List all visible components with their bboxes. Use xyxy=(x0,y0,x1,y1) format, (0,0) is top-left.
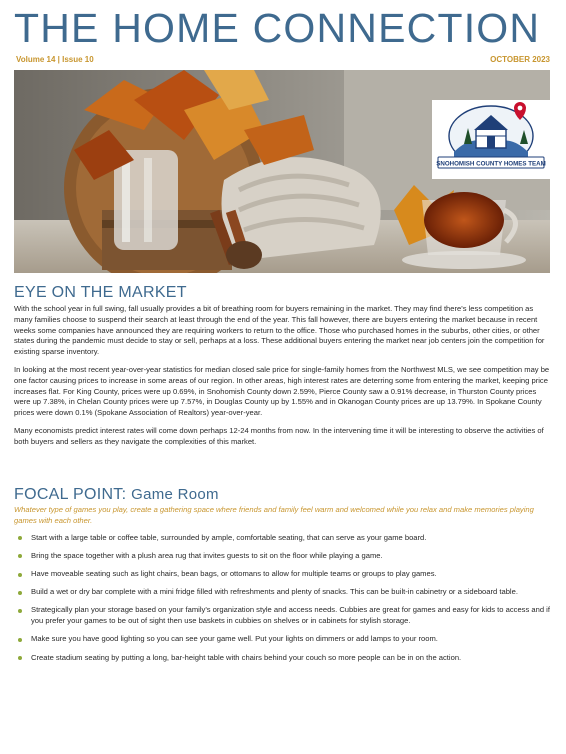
list-item xyxy=(14,587,552,598)
focal-section xyxy=(14,486,552,671)
tip-text: Build a wet or dry bar complete with a mini fridge filled with refreshments and plenty of snacks. This can be built-in cabinetry or a sideboard table. xyxy=(31,587,518,597)
bullet-icon xyxy=(18,536,22,540)
tip-text: Strategically plan your storage based on your family's organization style and access needs. Cubbies are great for games and easy for kids to access and if you prefer your games to be out of sight then use baskets in cubbies on shelves or in cabinets for stylish storage. xyxy=(31,605,550,626)
tip-text: Create stadium seating by putting a long, bar-height table with chairs behind your couch so more people can be in on the action. xyxy=(31,652,462,662)
team-logo-badge xyxy=(432,100,550,179)
tip-text: Start with a large table or coffee table, surrounded by ample, comfortable seating, that can serve as your game board. xyxy=(31,532,427,542)
list-item xyxy=(14,634,552,645)
bullet-icon xyxy=(18,609,22,613)
issue-date: OCTOBER 2023 xyxy=(490,55,550,64)
tip-text: Have moveable seating such as light chairs, bean bags, or ottomans to allow for multiple teams or groups to play games. xyxy=(31,568,437,578)
badge-text: SNOHOMISH COUNTY HOMES TEAM xyxy=(436,160,546,168)
bullet-icon xyxy=(18,554,22,558)
focal-heading-prefix: FOCAL POINT: xyxy=(14,486,132,503)
tip-text: Make sure you have good lighting so you can see your game well. Put your lights on dimmers or add lamps to your room. xyxy=(31,634,438,644)
list-item xyxy=(14,605,552,627)
focal-intro: Whatever type of games you play, create a gathering space where friends and family feel warm and welcomed while you relax and make memories playing games with each other. xyxy=(14,505,534,525)
market-section xyxy=(14,284,552,448)
list-item xyxy=(14,653,552,664)
list-item xyxy=(14,533,552,544)
bullet-icon xyxy=(18,573,22,577)
market-paragraph-2: In looking at the most recent year-over-year statistics for median closed sale price for single-family homes from the Northwest MLS, we see competition may be one factor causing prices to increase in some areas of our region. In other areas, high interest rates are deterring some from entering the market, keeping price increases flat. For King County, prices were up 0.69%, in Snohomish County down 2.59%, Pierce County saw a 0.91% decrease, in Thurston County prices were up 7.38%, in Chelan County prices were up 7.57%, in Douglas County up by 1.55% and in Okanogan County prices are up 13.79%. In Spokane County prices were down 0.1% (Spokane Association of Realtors) year-over-year. xyxy=(14,364,550,418)
volume-issue: Volume 14 | Issue 10 xyxy=(16,55,94,64)
snohomish-homes-logo xyxy=(432,100,550,179)
list-item xyxy=(14,569,552,580)
bullet-icon xyxy=(18,638,22,642)
market-paragraph-3: Many economists predict interest rates will come down perhaps 12-24 months from now. In the intervening time it will be interesting to observe the activities of both buyers and sellers as they navigate the complexities of this market. xyxy=(14,425,544,446)
newsletter-title: THE HOME CONNECTION xyxy=(14,5,541,51)
focal-heading-topic: Game Room xyxy=(131,486,219,503)
market-paragraph-1: With the school year in full swing, fall usually provides a bit of breathing room for buyers remaining in the market. They may find there's less competition as many families choose to suspend their search at least through the end of the year. This fall however, there are buyers entering the market because in recent weeks some companies have announced they are requiring workers to return to the office. Those who purchased homes in the suburbs, other cities, or other states during the pandemic must decide to stay or sell, perhaps at a loss. These additional buyers entering the market near job centers join the competition for existing sparse inventory. xyxy=(14,304,545,357)
issue-row xyxy=(16,55,550,67)
tip-text: Bring the space together with a plush area rug that invites guests to sit on the floor while playing a game. xyxy=(31,550,383,560)
bullet-icon xyxy=(18,591,22,595)
tips-list xyxy=(14,533,552,664)
list-item xyxy=(14,551,552,562)
masthead xyxy=(14,6,554,50)
market-heading: EYE ON THE MARKET xyxy=(14,284,187,301)
bullet-icon xyxy=(18,656,22,660)
focal-heading xyxy=(14,486,552,504)
